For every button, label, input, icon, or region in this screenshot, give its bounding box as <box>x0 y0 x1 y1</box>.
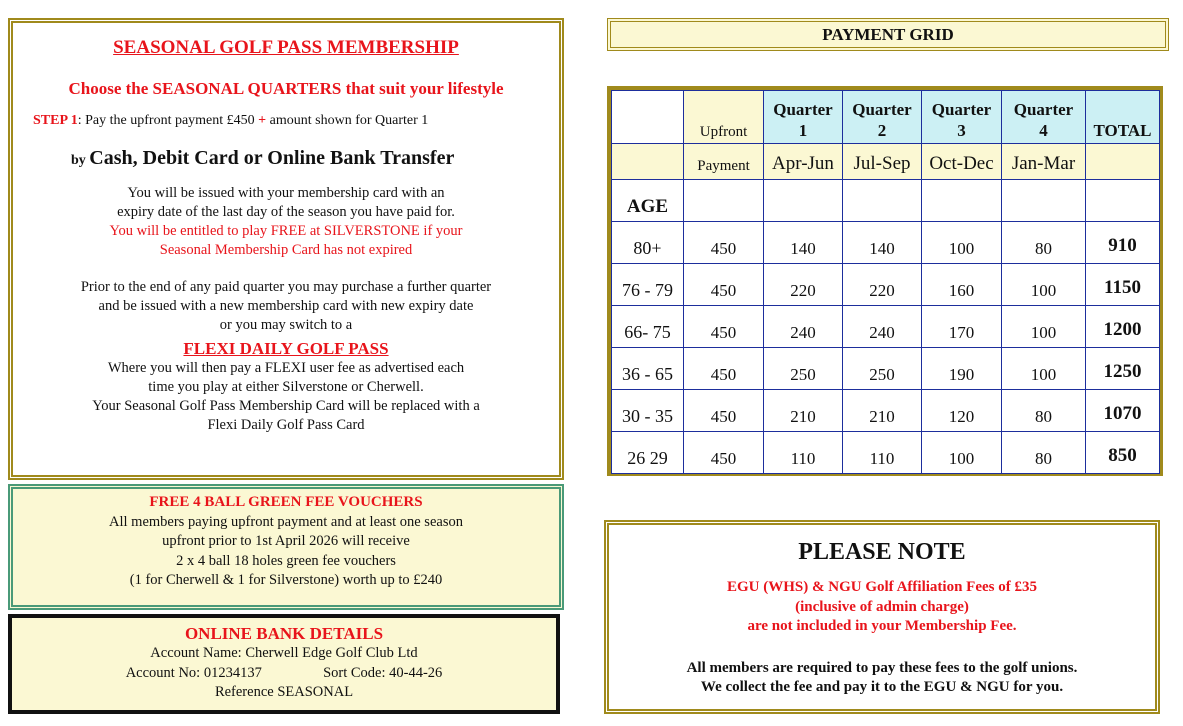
para1-red2: Seasonal Membership Card has not expired <box>159 242 413 258</box>
cell-age: 66- 75 <box>612 306 684 348</box>
empty-cell <box>684 180 764 222</box>
cell-q1: 110 <box>764 432 843 474</box>
cell-q3: 100 <box>922 222 1002 264</box>
vouchers-line2: upfront prior to 1st April 2026 will receive <box>162 533 410 549</box>
table-row <box>612 432 1160 474</box>
account-numbers <box>12 664 556 684</box>
empty-cell <box>843 180 922 222</box>
empty-cell <box>1086 180 1160 222</box>
vouchers-line1: All members paying upfront payment and at least one season <box>109 513 463 530</box>
cell-age: 36 - 65 <box>612 348 684 390</box>
account-no: Account No: 01234137 <box>125 664 262 681</box>
vouchers-panel <box>8 484 564 610</box>
empty-cell <box>1002 180 1086 222</box>
note-red1: EGU (WHS) & NGU Golf Affiliation Fees of £35 <box>727 579 1037 595</box>
para1-line1: You will be issued with your membership card with an <box>127 185 445 201</box>
months-q2: Jul-Sep <box>843 144 922 180</box>
flexi-paragraph <box>23 359 549 435</box>
cell-upfront: 450 <box>684 264 764 306</box>
grid-months-row <box>612 144 1160 180</box>
cell-q2: 240 <box>843 306 922 348</box>
step1-label: STEP 1 <box>33 113 78 128</box>
vouchers-line4: (1 for Cherwell & 1 for Silverstone) worth up to £240 <box>129 572 443 588</box>
bank-title: ONLINE BANK DETAILS <box>184 624 384 643</box>
cell-total: 1250 <box>1086 348 1160 390</box>
cell-q1: 240 <box>764 306 843 348</box>
cell-upfront: 450 <box>684 432 764 474</box>
grid-body <box>612 222 1160 474</box>
quarter-number: 1 <box>798 121 808 140</box>
quarter-number: 2 <box>877 121 887 140</box>
quarter-number: 4 <box>1039 121 1048 140</box>
please-note-panel <box>604 520 1160 714</box>
payment-grid-table <box>611 90 1160 474</box>
cell-q1: 210 <box>764 390 843 432</box>
note-black2: We collect the fee and pay it to the EGU & NGU for you. <box>700 679 1064 695</box>
cell-age: 30 - 35 <box>612 390 684 432</box>
cell-upfront: 450 <box>684 390 764 432</box>
payment-methods-text: Cash, Debit Card or Online Bank Transfer <box>89 147 455 169</box>
cell-total: 910 <box>1086 222 1160 264</box>
card-issue-paragraph <box>23 184 549 260</box>
cell-total: 850 <box>1086 432 1160 474</box>
age-header-row <box>612 180 1160 222</box>
flexi-line2: time you play at either Silverstone or Cherwell. <box>148 379 424 395</box>
para1-red1: You will be entitled to play FREE at SILVERSTONE if your <box>109 223 463 239</box>
upfront-header: Upfront <box>684 91 764 144</box>
vouchers-title: FREE 4 BALL GREEN FEE VOUCHERS <box>149 494 423 510</box>
para2-line2: and be issued with a new membership card with new expiry date <box>98 298 474 314</box>
cell-q3: 170 <box>922 306 1002 348</box>
note-red3: are not included in your Membership Fee. <box>747 618 1017 634</box>
table-row <box>612 390 1160 432</box>
empty-cell <box>922 180 1002 222</box>
choose-quarters-heading: Choose the SEASONAL QUARTERS that suit your lifestyle <box>68 79 504 98</box>
membership-info-panel <box>8 18 564 480</box>
cell-age: 80+ <box>612 222 684 264</box>
cell-total: 1150 <box>1086 264 1160 306</box>
flexi-line1: Where you will then pay a FLEXI user fee as advertised each <box>107 360 465 376</box>
flexi-line3: Your Seasonal Golf Pass Membership Card will be replaced with a <box>92 398 480 414</box>
step1-text-b: amount shown for Quarter 1 <box>269 113 429 128</box>
vouchers-line3: 2 x 4 ball 18 holes green fee vouchers <box>176 552 396 569</box>
payment-methods <box>23 147 549 170</box>
reference: Reference SEASONAL <box>214 684 354 700</box>
cell-q4: 80 <box>1002 432 1086 474</box>
para2-line3: or you may switch to a <box>219 317 353 333</box>
cell-q4: 100 <box>1002 306 1086 348</box>
cell-q1: 140 <box>764 222 843 264</box>
cell-q2: 140 <box>843 222 922 264</box>
cell-upfront: 450 <box>684 306 764 348</box>
sort-code: Sort Code: 40-44-26 <box>323 664 443 681</box>
table-row <box>612 348 1160 390</box>
quarter-label: Quarter <box>773 100 833 119</box>
step1-text <box>23 113 549 129</box>
cell-upfront: 450 <box>684 222 764 264</box>
note-red2: (inclusive of admin charge) <box>795 598 969 615</box>
cell-q2: 110 <box>843 432 922 474</box>
cell-q3: 160 <box>922 264 1002 306</box>
flexi-pass-title: FLEXI DAILY GOLF PASS <box>183 339 389 358</box>
cell-upfront: 450 <box>684 348 764 390</box>
age-header: AGE <box>612 180 684 222</box>
step1-text-a: : Pay the upfront payment <box>77 113 227 128</box>
cell-q4: 80 <box>1002 390 1086 432</box>
months-q3: Oct-Dec <box>922 144 1002 180</box>
table-row <box>612 222 1160 264</box>
step1-plus: + <box>254 113 270 128</box>
flexi-line4: Flexi Daily Golf Pass Card <box>207 417 365 433</box>
table-row <box>612 264 1160 306</box>
page-title: SEASONAL GOLF PASS MEMBERSHIP <box>113 37 459 58</box>
quarter-2-header <box>843 91 922 144</box>
months-total-cell <box>1086 144 1160 180</box>
cell-q1: 220 <box>764 264 843 306</box>
payment-grid <box>607 86 1163 476</box>
corner-cell <box>612 91 684 144</box>
note-fees-warning <box>609 578 1155 637</box>
empty-cell <box>764 180 843 222</box>
cell-total: 1200 <box>1086 306 1160 348</box>
cell-q3: 120 <box>922 390 1002 432</box>
grid-header-row <box>612 91 1160 144</box>
cell-q4: 80 <box>1002 222 1086 264</box>
cell-q2: 250 <box>843 348 922 390</box>
cell-q4: 100 <box>1002 264 1086 306</box>
cell-age: 26 29 <box>612 432 684 474</box>
para1-line2: expiry date of the last day of the season you have paid for. <box>117 204 455 220</box>
cell-total: 1070 <box>1086 390 1160 432</box>
note-title: PLEASE NOTE <box>798 539 966 565</box>
quarter-label: Quarter <box>1013 100 1074 119</box>
renewal-paragraph <box>23 278 549 335</box>
quarter-number: 3 <box>957 121 966 140</box>
cell-age: 76 - 79 <box>612 264 684 306</box>
cell-q3: 190 <box>922 348 1002 390</box>
para2-line1: Prior to the end of any paid quarter you may purchase a further quarter <box>80 279 492 295</box>
total-header: TOTAL <box>1086 91 1160 144</box>
cell-q1: 250 <box>764 348 843 390</box>
payment-header: Payment <box>684 144 764 180</box>
months-corner-cell <box>612 144 684 180</box>
cell-q2: 220 <box>843 264 922 306</box>
step1-amount: £450 <box>226 113 255 128</box>
note-info <box>609 659 1155 698</box>
quarter-label: Quarter <box>852 100 912 119</box>
quarter-1-header <box>764 91 843 144</box>
months-q4: Jan-Mar <box>1002 144 1086 180</box>
cell-q3: 100 <box>922 432 1002 474</box>
note-black1: All members are required to pay these fees to the golf unions. <box>686 659 1078 676</box>
cell-q2: 210 <box>843 390 922 432</box>
quarter-3-header <box>922 91 1002 144</box>
bank-details-panel <box>8 614 560 714</box>
months-q1: Apr-Jun <box>764 144 843 180</box>
table-row <box>612 306 1160 348</box>
quarter-label: Quarter <box>931 100 992 119</box>
by-word: by <box>71 153 90 168</box>
payment-grid-header: PAYMENT GRID <box>607 18 1169 51</box>
account-name: Account Name: Cherwell Edge Golf Club Ltd <box>150 645 418 661</box>
cell-q4: 100 <box>1002 348 1086 390</box>
quarter-4-header <box>1002 91 1086 144</box>
